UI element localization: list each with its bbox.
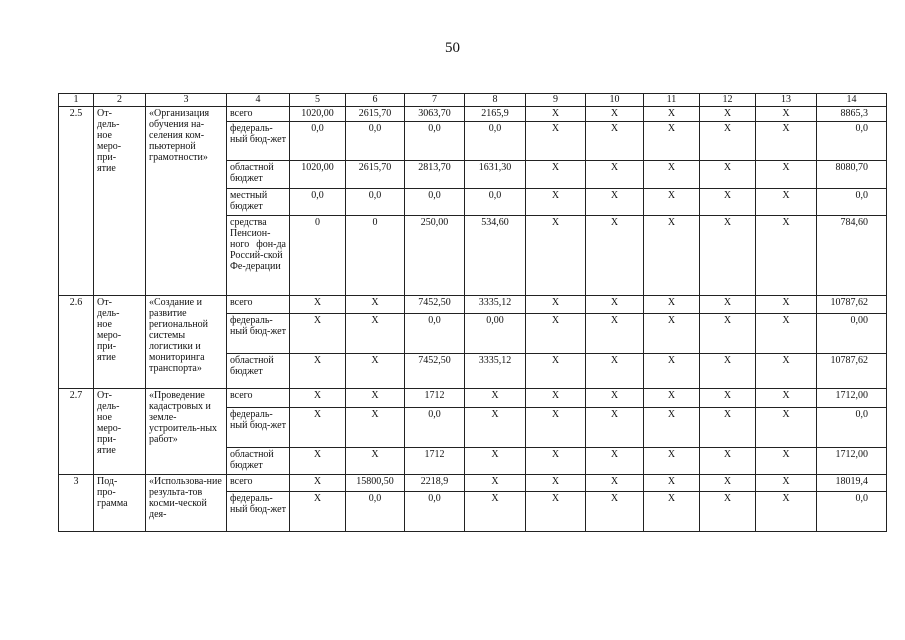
- value-cell: 1712,00: [817, 448, 887, 475]
- table-row: [59, 389, 887, 408]
- column-header: 4: [227, 94, 290, 107]
- column-header: 5: [290, 94, 346, 107]
- value-cell: Х: [644, 408, 700, 448]
- funding-source: областной бюджет: [227, 448, 290, 475]
- funding-source: средства Пенсион-ного фон-да Россий-ской Фе-дерации: [227, 216, 290, 296]
- item-name: «Использова-ние результа-тов косми-ческой дея-: [146, 475, 227, 532]
- value-cell: Х: [465, 448, 526, 475]
- item-type: От- дель- ное меро- при- ятие: [94, 296, 146, 389]
- value-cell: 2165,9: [465, 107, 526, 122]
- value-cell: Х: [526, 408, 586, 448]
- value-cell: Х: [700, 314, 756, 354]
- value-cell: Х: [290, 314, 346, 354]
- value-cell: 1631,30: [465, 161, 526, 189]
- value-cell: 0,0: [817, 492, 887, 532]
- value-cell: 18019,4: [817, 475, 887, 492]
- value-cell: Х: [290, 448, 346, 475]
- column-header: 11: [644, 94, 700, 107]
- value-cell: Х: [756, 189, 817, 216]
- value-cell: Х: [346, 354, 405, 389]
- value-cell: Х: [700, 408, 756, 448]
- value-cell: Х: [465, 492, 526, 532]
- item-name: «Проведение кадастровых и земле-устроитель-ных работ»: [146, 389, 227, 475]
- value-cell: 784,60: [817, 216, 887, 296]
- value-cell: 1020,00: [290, 107, 346, 122]
- value-cell: 0,00: [817, 314, 887, 354]
- item-number: 2.5: [59, 107, 94, 296]
- funding-source: федераль-ный бюд-жет: [227, 492, 290, 532]
- value-cell: 1712: [405, 448, 465, 475]
- value-cell: Х: [644, 161, 700, 189]
- value-cell: Х: [465, 408, 526, 448]
- value-cell: 0,0: [405, 189, 465, 216]
- value-cell: Х: [700, 354, 756, 389]
- value-cell: Х: [586, 314, 644, 354]
- value-cell: 3335,12: [465, 354, 526, 389]
- value-cell: 0,0: [405, 314, 465, 354]
- value-cell: Х: [644, 475, 700, 492]
- value-cell: Х: [756, 216, 817, 296]
- value-cell: Х: [756, 107, 817, 122]
- value-cell: 0,0: [817, 408, 887, 448]
- budget-table: [58, 93, 887, 532]
- value-cell: Х: [586, 475, 644, 492]
- value-cell: Х: [700, 216, 756, 296]
- page-number: 50: [445, 40, 460, 56]
- value-cell: 7452,50: [405, 354, 465, 389]
- value-cell: Х: [644, 189, 700, 216]
- value-cell: 0,0: [405, 492, 465, 532]
- column-header: 3: [146, 94, 227, 107]
- value-cell: 0: [346, 216, 405, 296]
- value-cell: Х: [586, 389, 644, 408]
- value-cell: Х: [526, 475, 586, 492]
- funding-source: всего: [227, 475, 290, 492]
- value-cell: Х: [756, 122, 817, 161]
- value-cell: 1712: [405, 389, 465, 408]
- value-cell: Х: [756, 492, 817, 532]
- value-cell: Х: [290, 492, 346, 532]
- value-cell: Х: [586, 189, 644, 216]
- value-cell: 0,0: [346, 189, 405, 216]
- column-header: 13: [756, 94, 817, 107]
- value-cell: Х: [586, 216, 644, 296]
- value-cell: 534,60: [465, 216, 526, 296]
- value-cell: Х: [346, 296, 405, 314]
- value-cell: Х: [526, 296, 586, 314]
- header-row: [59, 94, 887, 107]
- value-cell: 0,0: [465, 189, 526, 216]
- value-cell: Х: [644, 216, 700, 296]
- value-cell: Х: [586, 122, 644, 161]
- value-cell: Х: [586, 161, 644, 189]
- value-cell: Х: [465, 475, 526, 492]
- value-cell: 1020,00: [290, 161, 346, 189]
- item-type: От- дель- ное меро- при- ятие: [94, 389, 146, 475]
- value-cell: Х: [700, 107, 756, 122]
- column-header: 1: [59, 94, 94, 107]
- value-cell: Х: [586, 492, 644, 532]
- value-cell: Х: [756, 448, 817, 475]
- value-cell: Х: [756, 475, 817, 492]
- value-cell: Х: [526, 216, 586, 296]
- value-cell: Х: [346, 408, 405, 448]
- value-cell: Х: [700, 492, 756, 532]
- value-cell: Х: [526, 492, 586, 532]
- item-number: 2.6: [59, 296, 94, 389]
- column-header: 14: [817, 94, 887, 107]
- value-cell: 250,00: [405, 216, 465, 296]
- column-header: 2: [94, 94, 146, 107]
- value-cell: Х: [526, 448, 586, 475]
- value-cell: Х: [526, 314, 586, 354]
- value-cell: Х: [700, 161, 756, 189]
- table-row: [59, 475, 887, 492]
- value-cell: Х: [644, 448, 700, 475]
- funding-source: всего: [227, 107, 290, 122]
- value-cell: 10787,62: [817, 296, 887, 314]
- item-number: 2.7: [59, 389, 94, 475]
- funding-source: всего: [227, 389, 290, 408]
- value-cell: Х: [700, 122, 756, 161]
- value-cell: 10787,62: [817, 354, 887, 389]
- value-cell: Х: [586, 107, 644, 122]
- value-cell: Х: [644, 296, 700, 314]
- value-cell: Х: [290, 408, 346, 448]
- value-cell: Х: [756, 389, 817, 408]
- value-cell: Х: [346, 389, 405, 408]
- value-cell: 0,0: [290, 189, 346, 216]
- value-cell: Х: [290, 475, 346, 492]
- value-cell: Х: [586, 408, 644, 448]
- value-cell: 2615,70: [346, 107, 405, 122]
- value-cell: Х: [346, 448, 405, 475]
- value-cell: 0,0: [817, 189, 887, 216]
- value-cell: Х: [586, 448, 644, 475]
- funding-source: местный бюджет: [227, 189, 290, 216]
- value-cell: Х: [700, 389, 756, 408]
- value-cell: 3335,12: [465, 296, 526, 314]
- value-cell: Х: [526, 107, 586, 122]
- funding-source: областной бюджет: [227, 161, 290, 189]
- value-cell: Х: [644, 107, 700, 122]
- value-cell: Х: [586, 296, 644, 314]
- value-cell: Х: [644, 314, 700, 354]
- value-cell: 0: [290, 216, 346, 296]
- value-cell: 0,00: [465, 314, 526, 354]
- value-cell: 8080,70: [817, 161, 887, 189]
- value-cell: Х: [700, 448, 756, 475]
- value-cell: Х: [290, 354, 346, 389]
- value-cell: Х: [346, 314, 405, 354]
- funding-source: областной бюджет: [227, 354, 290, 389]
- value-cell: Х: [290, 296, 346, 314]
- funding-source: федераль-ный бюд-жет: [227, 314, 290, 354]
- value-cell: 0,0: [817, 122, 887, 161]
- value-cell: Х: [290, 389, 346, 408]
- column-header: 7: [405, 94, 465, 107]
- value-cell: 15800,50: [346, 475, 405, 492]
- funding-source: федераль-ный бюд-жет: [227, 122, 290, 161]
- value-cell: Х: [644, 354, 700, 389]
- value-cell: Х: [526, 161, 586, 189]
- value-cell: 0,0: [346, 122, 405, 161]
- item-type: Под- про- грамма: [94, 475, 146, 532]
- value-cell: Х: [700, 475, 756, 492]
- funding-source: всего: [227, 296, 290, 314]
- value-cell: 3063,70: [405, 107, 465, 122]
- value-cell: 2218,9: [405, 475, 465, 492]
- value-cell: 7452,50: [405, 296, 465, 314]
- column-header: 10: [586, 94, 644, 107]
- value-cell: Х: [756, 296, 817, 314]
- item-name: «Организация обучения на-селения ком-пьютерной грамотности»: [146, 107, 227, 296]
- item-number: 3: [59, 475, 94, 532]
- value-cell: Х: [644, 389, 700, 408]
- funding-source: федераль-ный бюд-жет: [227, 408, 290, 448]
- table-row: [59, 107, 887, 122]
- value-cell: 8865,3: [817, 107, 887, 122]
- value-cell: Х: [700, 296, 756, 314]
- item-name: «Создание и развитие региональной системы логистики и мониторинга транспорта»: [146, 296, 227, 389]
- column-header: 6: [346, 94, 405, 107]
- value-cell: 2813,70: [405, 161, 465, 189]
- value-cell: 0,0: [405, 408, 465, 448]
- value-cell: 0,0: [465, 122, 526, 161]
- value-cell: Х: [526, 389, 586, 408]
- value-cell: Х: [526, 189, 586, 216]
- value-cell: Х: [586, 354, 644, 389]
- value-cell: Х: [756, 408, 817, 448]
- value-cell: Х: [756, 161, 817, 189]
- column-header: 12: [700, 94, 756, 107]
- item-type: От- дель- ное меро- при- ятие: [94, 107, 146, 296]
- value-cell: Х: [756, 314, 817, 354]
- value-cell: Х: [644, 122, 700, 161]
- value-cell: Х: [526, 122, 586, 161]
- value-cell: 0,0: [346, 492, 405, 532]
- value-cell: 0,0: [405, 122, 465, 161]
- value-cell: Х: [756, 354, 817, 389]
- value-cell: Х: [465, 389, 526, 408]
- value-cell: 2615,70: [346, 161, 405, 189]
- column-header: 8: [465, 94, 526, 107]
- column-header: 9: [526, 94, 586, 107]
- value-cell: Х: [526, 354, 586, 389]
- value-cell: Х: [700, 189, 756, 216]
- value-cell: 0,0: [290, 122, 346, 161]
- value-cell: 1712,00: [817, 389, 887, 408]
- value-cell: Х: [644, 492, 700, 532]
- table-row: [59, 296, 887, 314]
